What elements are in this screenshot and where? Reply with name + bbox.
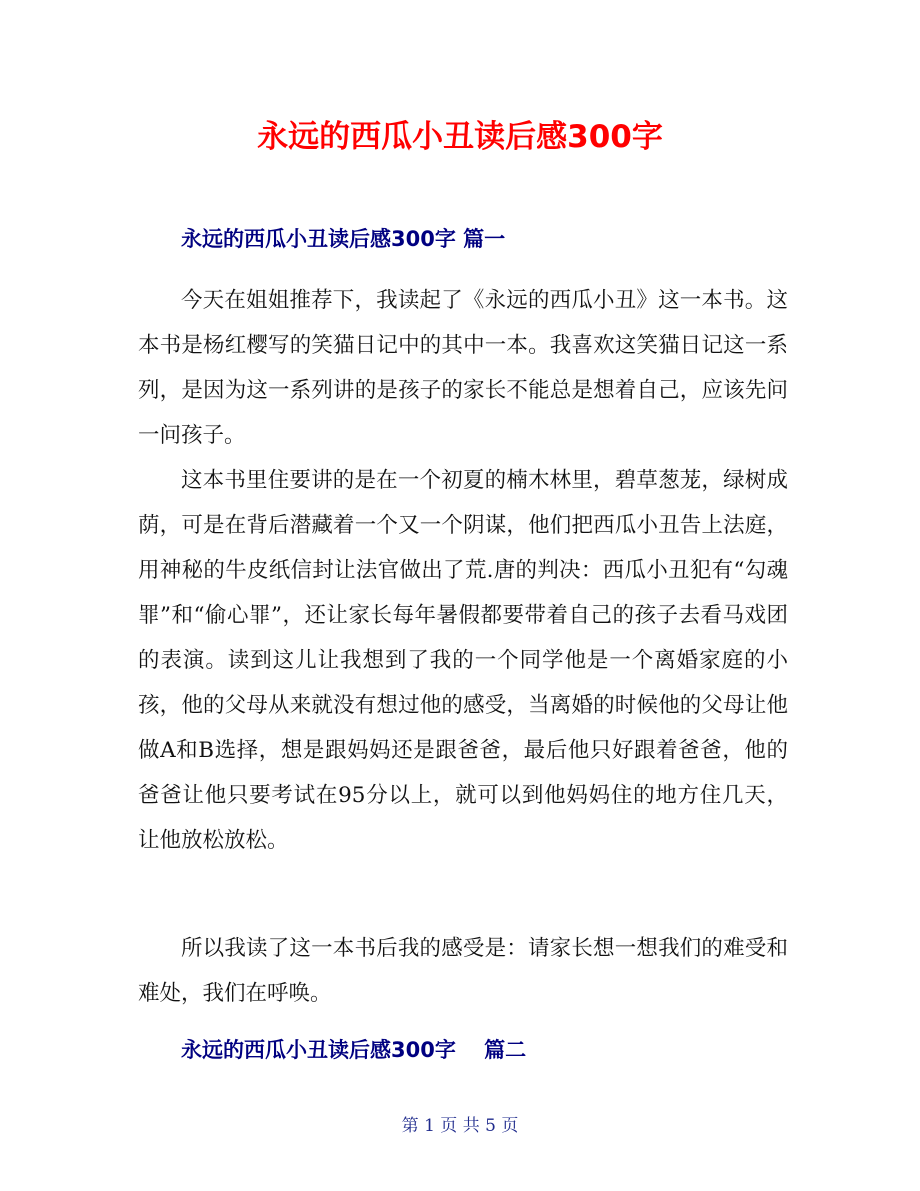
document-title: 永远的西瓜小丑读后感300字 <box>257 119 663 155</box>
paragraph-2: 这本书里住要讲的是在一个初夏的楠木林里，碧草葱茏，绿树成荫，可是在背后潜藏着一个又一个阴谋，他们把西瓜小丑告上法庭，用神秘的牛皮纸信封让法官做出了荒.唐的判决：西瓜小丑犯有“勾魂罪”和“偷心罪”，还让家长每年暑假都要带着自己的孩子去看马戏团的表演。读到这儿让我想到了我的一个同学他是一个离婚家庭的小孩，他的父母从来就没有想过他的感受，当离婚的时候他的父母让他做A和B选择，想是跟妈妈还是跟爸爸，最后他只好跟着爸爸，他的爸爸让他只要考试在95分以上，就可以到他妈妈住的地方住几天，让他放松放松。 <box>138 468 788 853</box>
paragraph-3: 所以我读了这一本书后我的感受是：请家长想一想我们的难受和难处，我们在呼唤。 <box>138 936 788 1006</box>
page-footer: 第 1 页 共 5 页 <box>401 1116 519 1136</box>
section-heading-1: 永远的西瓜小丑读后感300字 篇一 <box>181 227 506 251</box>
section-heading-2: 永远的西瓜小丑读后感300字 篇二 <box>181 1038 527 1062</box>
paragraph-1: 今天在姐姐推荐下，我读起了《永远的西瓜小丑》这一本书。这本书是杨红樱写的笑猫日记中的其中一本。我喜欢这笑猫日记这一系列，是因为这一系列讲的是孩子的家长不能总是想着自己，应该先问一问孩子。 <box>138 288 788 448</box>
